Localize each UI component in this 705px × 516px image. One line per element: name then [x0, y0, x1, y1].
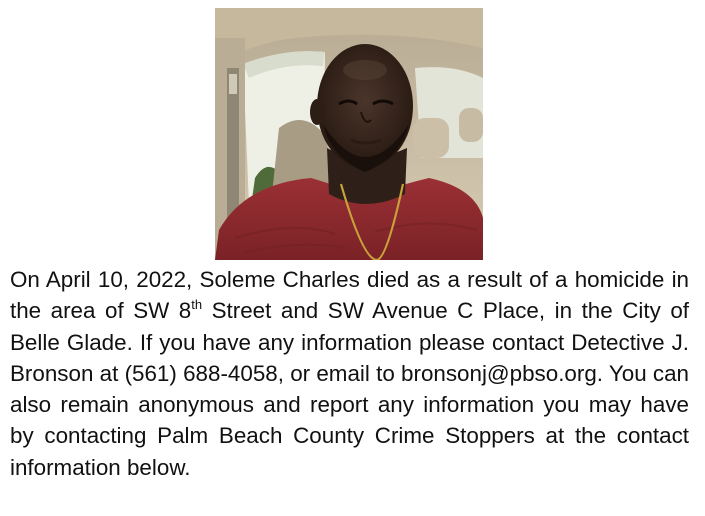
notice-text-part-1: On April 10, 2022, Soleme Charles died as a result of a homicide in the area of SW 8 — [10, 267, 689, 324]
homicide-notice-text — [10, 264, 689, 483]
victim-photo — [215, 8, 483, 260]
ordinal-suffix: th — [191, 297, 203, 313]
notice-text-part-2: Street and SW Avenue C Place, in the City of Belle Glade. If you have any information please contact Detective J. Bronson at (561) 688-4058, or email to bronsonj@pbso.org. You can also remain anonymous and report any information you may have by contacting Palm Beach County Crime Stoppers at the contact information below. — [10, 298, 689, 480]
